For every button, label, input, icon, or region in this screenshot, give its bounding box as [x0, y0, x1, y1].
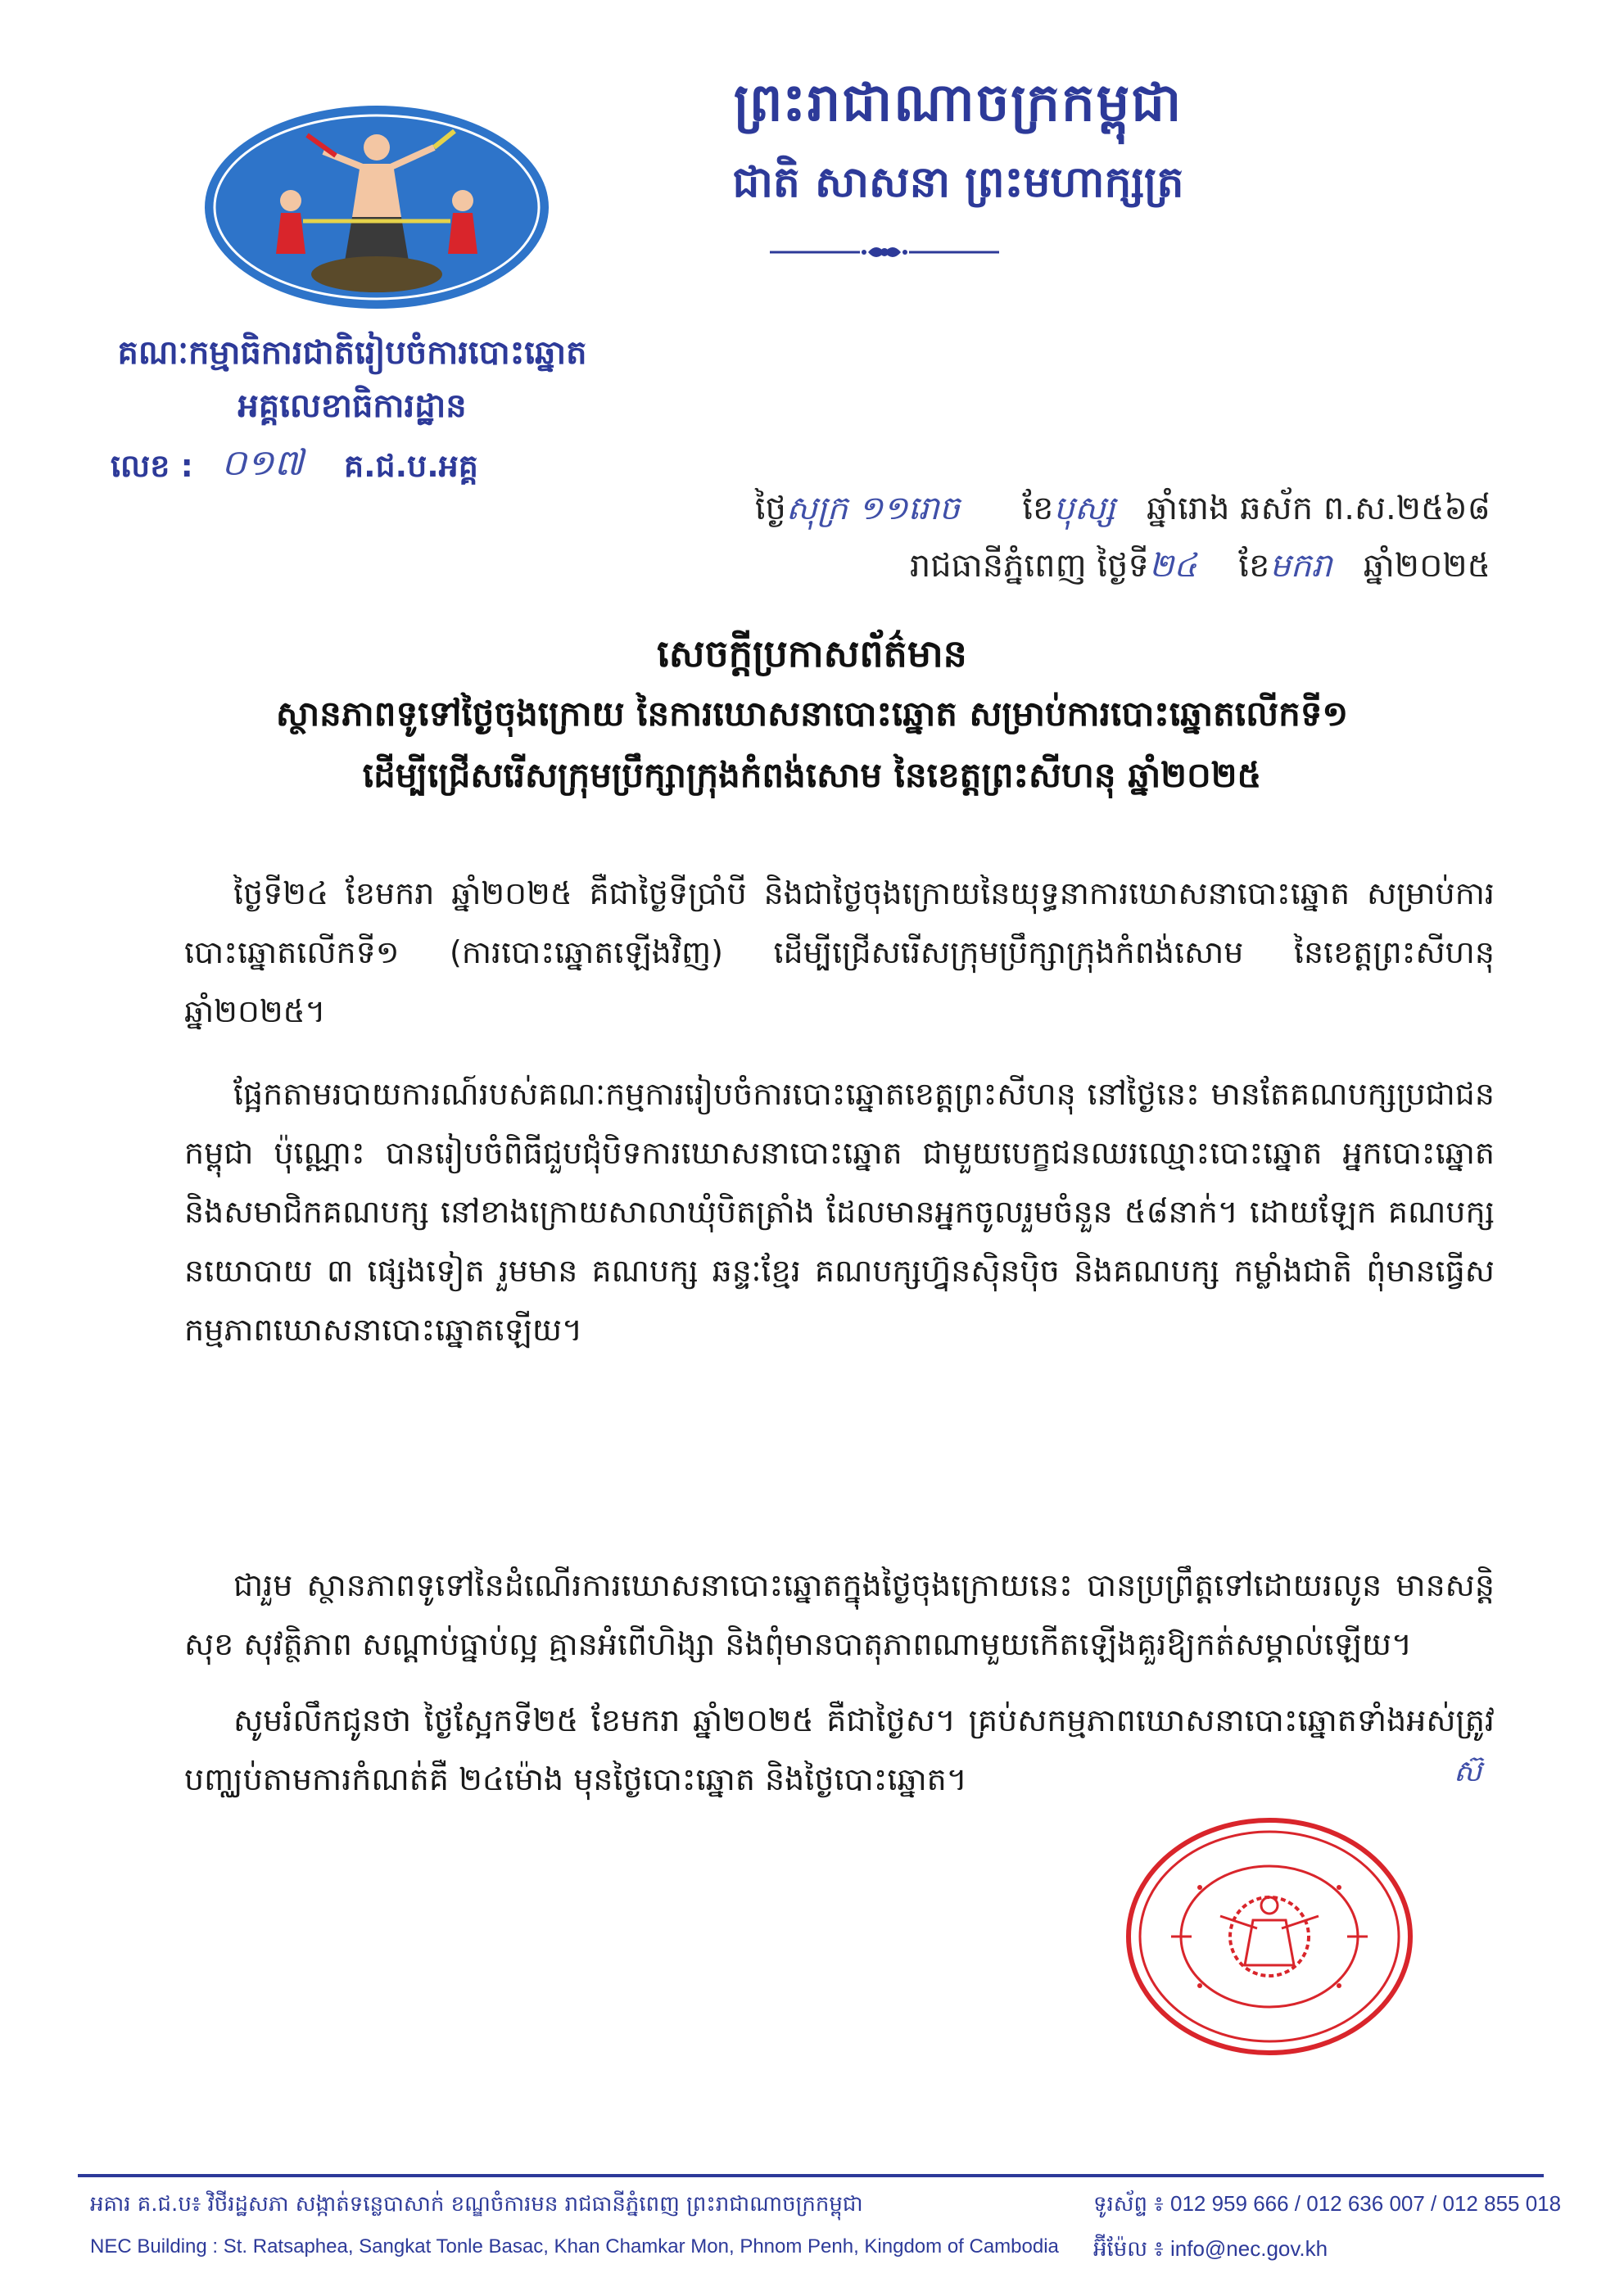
body-paragraph-4: សូមរំលឹកជូនថា ថ្ងៃស្អែកទី២៥ ខែមករា ឆ្នាំ២០២៥ គឺជាថ្ងៃស។ គ្រប់សកម្មភាពឃោសនាបោះឆ្នោតទាំងអស់ត្រូវបញ្ឈប់តាមការកំណត់គឺ ២៤ម៉ោង មុនថ្ងៃបោះឆ្នោត និងថ្ងៃបោះឆ្នោត។: [184, 1702, 1495, 1797]
phone-value: 012 959 666 / 012 636 007 / 012 855 018: [1169, 2191, 1562, 2216]
footer-address-english: NEC Building : St. Ratsaphea, Sangkat Tonle Basac, Khan Chamkar Mon, Phnom Penh, Kingdom of Cambodia: [90, 2235, 1059, 2258]
organization-department: អគ្គលេខាធិការដ្ឋាន: [237, 387, 467, 425]
kingdom-motto: ជាតិ សាសនា ព្រះមហាក្សត្រ: [732, 158, 1184, 207]
footer-address-khmer: អគារ គ.ជ.ប៖ វិថីរដ្ឋសភា សង្កាត់ទន្លេបាសាក់ ខណ្ឌចំការមន រាជធានីភ្នំពេញ ព្រះរាជាណាចក្រកម្ពុជា: [90, 2192, 863, 2217]
footer-phone: [1093, 2190, 1561, 2221]
footer-email: [1093, 2235, 1328, 2267]
body-paragraph-3: ជារួម ស្ថានភាពទូទៅនៃដំណើរការឃោសនាបោះឆ្នោតក្នុងថ្ងៃចុងក្រោយនេះ បានប្រព្រឹត្តទៅដោយរលូន មានសន្តិសុខ សុវត្ថិភាព សណ្តាប់ធ្នាប់ល្អ គ្មានអំពើហិង្សា និងពុំមានបាតុភាពណាមួយកើតឡើងគួរឱ្យកត់សម្គាល់ឡើយ។: [184, 1567, 1495, 1662]
lunar-date: [688, 487, 1491, 536]
lunar-prefix: ថ្ងៃ: [754, 490, 786, 527]
body-paragraph-1: ថ្ងៃទី២៤ ខែមករា ឆ្នាំ២០២៥ គឺជាថ្ងៃទីប្រាំបី និងជាថ្ងៃចុងក្រោយនៃយុទ្ធនាការឃោសនាបោះឆ្នោត សម្រាប់ការបោះឆ្នោតលើកទី១ (ការបោះឆ្នោតឡើងវិញ) ដើម្បីជ្រើសរើសក្រុមប្រឹក្សាក្រុងកំពង់សោម នៃខេត្តព្រះសីហនុ ឆ្នាំ២០២៥។: [184, 875, 1495, 1029]
solar-month-label: ខែ: [1238, 547, 1270, 585]
solar-month: មករា: [1269, 547, 1332, 585]
reference-number: ០១៧: [221, 442, 304, 484]
footer-divider: [78, 2174, 1544, 2177]
kingdom-title: ព្រះរាជាណាចក្រកម្ពុជា: [733, 73, 1183, 133]
solar-prefix: រាជធានីភ្នំពេញ ថ្ងៃទី: [909, 547, 1149, 585]
lunar-month-label: ខែ: [1022, 490, 1054, 527]
handwritten-initials: ស៊: [1454, 1755, 1482, 1788]
reference-label: លេខ :: [111, 448, 193, 484]
organization-name: គណៈកម្មាធិការជាតិរៀបចំការបោះឆ្នោត: [117, 334, 587, 372]
document-title: សេចក្តីប្រកាសព័ត៌មាន: [657, 631, 967, 676]
email-value[interactable]: info@nec.gov.kh: [1169, 2236, 1328, 2261]
solar-day: ២៤: [1148, 547, 1197, 585]
lunar-year: ឆ្នាំរោង ឆស័ក ព.ស.២៥៦៨: [1147, 490, 1491, 527]
nec-emblem-icon: [201, 102, 553, 311]
document-subtitle-line-2: ដើម្បីជ្រើសរើសក្រុមប្រឹក្សាក្រុងកំពង់សោម នៃខេត្តព្រះសីហនុ ឆ្នាំ២០២៥: [362, 755, 1262, 795]
ornament-divider-icon: [762, 236, 1007, 269]
lunar-month: បុស្ស: [1053, 490, 1115, 527]
body-paragraph-2: ផ្អែកតាមរបាយការណ៍របស់គណៈកម្មការរៀបចំការបោះឆ្នោតខេត្តព្រះសីហនុ នៅថ្ងៃនេះ មានតែគណបក្សប្រជាជនកម្ពុជា ប៉ុណ្ណោះ បានរៀបចំពិធីជួបជុំបិទការឃោសនាបោះឆ្នោត ជាមួយបេក្ខជនឈរឈ្មោះបោះឆ្នោត អ្នកបោះឆ្នោត និងសមាជិកគណបក្ស នៅខាងក្រោយសាលាឃុំបិតត្រាំង ដែលមានអ្នកចូលរួមចំនួន ៥៨នាក់។ ដោយឡែក គណបក្សនយោបាយ ៣ ផ្សេងទៀត រួមមាន គណបក្ស ឆន្ទៈខ្មែរ គណបក្សហ្វ៊ុនស៊ិនប៉ិច និងគណបក្ស កម្លាំងជាតិ ពុំមានធ្វើសកម្មភាពឃោសនាបោះឆ្នោតឡើយ។: [184, 1076, 1495, 1348]
official-seal-icon: [1122, 1814, 1417, 2059]
email-label: អ៊ីម៉ែល ៖: [1093, 2237, 1164, 2262]
lunar-day: សុក្រ ១១រោច: [785, 490, 961, 527]
solar-year: ឆ្នាំ២០២៥: [1363, 547, 1491, 585]
phone-label: ទូរស័ព្ទ ៖: [1093, 2192, 1164, 2217]
solar-date: [688, 545, 1491, 593]
reference-code: គ.ជ.ប.អគ្គ: [344, 448, 478, 484]
document-subtitle-line-1: ស្ថានភាពទូទៅថ្ងៃចុងក្រោយ នៃការឃោសនាបោះឆ្នោត សម្រាប់ការបោះឆ្នោតលើកទី១: [275, 694, 1349, 734]
